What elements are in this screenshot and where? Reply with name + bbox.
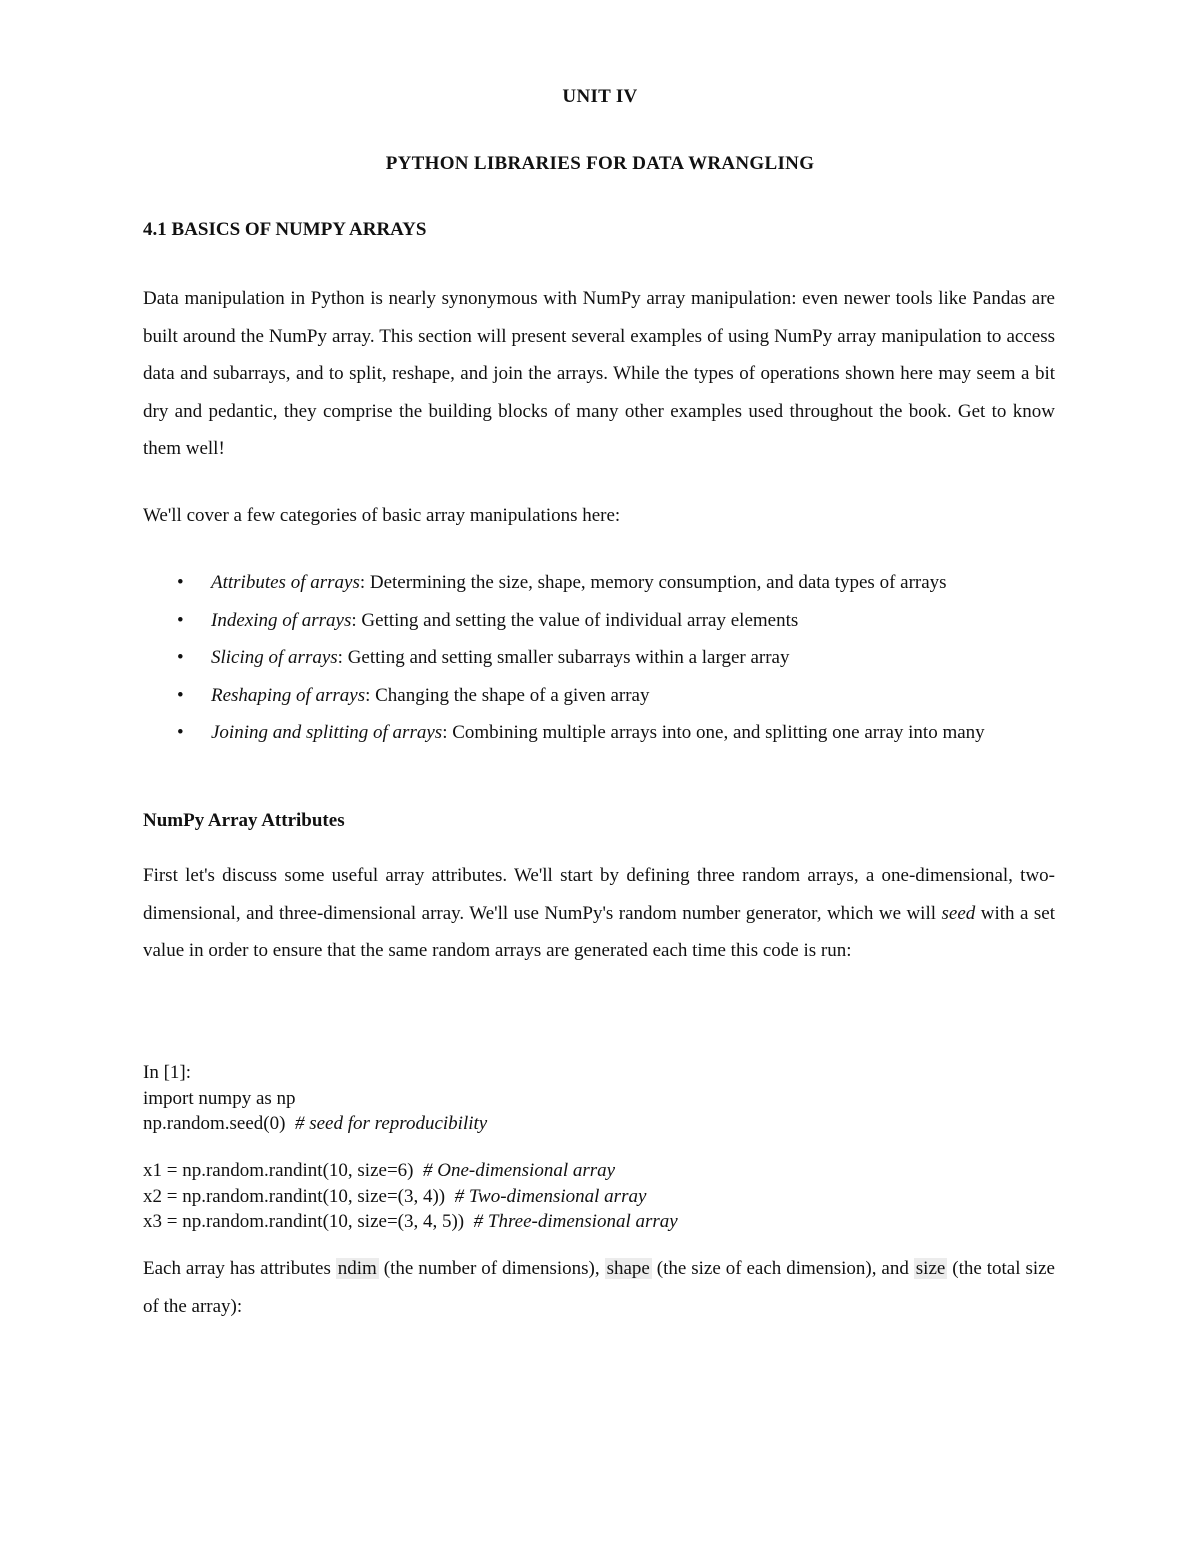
code-line bbox=[143, 1158, 1055, 1184]
bullet-icon: • bbox=[177, 572, 184, 593]
section-heading: 4.1 BASICS OF NUMPY ARRAYS bbox=[143, 219, 427, 240]
topic-term: Reshaping of arrays bbox=[211, 684, 366, 706]
code-line bbox=[143, 1184, 1055, 1210]
topic-term: Attributes of arrays bbox=[211, 572, 360, 593]
code-line bbox=[143, 1111, 1055, 1137]
bullet-icon: • bbox=[177, 722, 184, 743]
bullet-icon: • bbox=[177, 684, 184, 706]
code-text: x3 = np.random.randint(10, size=(3, 4, 5)) bbox=[143, 1211, 474, 1232]
list-item bbox=[143, 639, 1055, 677]
list-item bbox=[143, 677, 1055, 715]
topic-term: Joining and splitting of arrays bbox=[211, 722, 443, 743]
intro-paragraph: Data manipulation in Python is nearly synonymous with NumPy array manipulation: even newer tools like Pandas are built around the NumPy array. This section will present several examples of using NumPy array manipulation to access data and subarrays, and to split, reshape, and join the arrays. While the types of operations shown here may seem a bit dry and pedantic, they comprise the building blocks of many other examples used throughout the book. Get to know them well! bbox=[143, 288, 1055, 459]
topic-description: : Getting and setting smaller subarrays within a larger array bbox=[337, 647, 790, 668]
paragraph-text: (the size of each dimension), and bbox=[651, 1258, 914, 1279]
topic-term: Slicing of arrays bbox=[211, 647, 338, 668]
topic-description: : Determining the size, shape, memory consumption, and data types of arrays bbox=[359, 572, 947, 593]
document-title: PYTHON LIBRARIES FOR DATA WRANGLING bbox=[385, 153, 815, 174]
code-block bbox=[143, 1060, 1055, 1137]
unit-title: UNIT IV bbox=[562, 86, 638, 107]
paragraph-text: First let's discuss some useful array attributes. We'll start by defining three random arrays, a one-dimensional, two-dimensional, and three-dimensional array. We'll use NumPy's random number generator, which we will bbox=[143, 865, 1055, 924]
list-item bbox=[143, 714, 1055, 752]
code-line: import numpy as np bbox=[143, 1087, 296, 1109]
code-comment: # Two-dimensional array bbox=[454, 1185, 647, 1207]
code-block bbox=[143, 1158, 1055, 1235]
code-line bbox=[143, 1209, 1055, 1235]
size-attribute: size bbox=[915, 1258, 946, 1279]
attributes-heading: NumPy Array Attributes bbox=[143, 810, 345, 831]
categories-intro-line: We'll cover a few categories of basic array manipulations here: bbox=[143, 505, 621, 526]
code-comment: # seed for reproducibility bbox=[294, 1113, 488, 1134]
bullet-icon: • bbox=[177, 609, 184, 631]
code-text: x2 = np.random.randint(10, size=(3, 4)) bbox=[143, 1185, 455, 1207]
topic-description: : Changing the shape of a given array bbox=[365, 684, 650, 706]
paragraph-text: (the total size of the array): bbox=[143, 1258, 1055, 1317]
bullet-icon: • bbox=[177, 647, 184, 668]
code-text: x1 = np.random.randint(10, size=6) bbox=[143, 1160, 423, 1181]
attributes-paragraph bbox=[143, 857, 1055, 970]
topic-description: : Combining multiple arrays into one, and splitting one array into many bbox=[442, 722, 985, 743]
attributes-list-paragraph bbox=[143, 1250, 1055, 1325]
code-text: np.random.seed(0) bbox=[143, 1113, 295, 1134]
code-prompt: In [1]: bbox=[143, 1062, 192, 1083]
list-item bbox=[143, 564, 1055, 602]
ndim-attribute: ndim bbox=[337, 1258, 377, 1279]
emphasis-text: seed bbox=[941, 902, 976, 924]
topic-description: : Getting and setting the value of individual array elements bbox=[351, 609, 799, 631]
paragraph-text: with a set value in order to ensure that the same random arrays are generated each time this code is run: bbox=[143, 902, 1055, 961]
paragraph-text: (the number of dimensions), bbox=[378, 1258, 605, 1279]
topic-term: Indexing of arrays bbox=[211, 609, 352, 631]
code-comment: # One-dimensional array bbox=[422, 1160, 616, 1181]
topics-list bbox=[143, 564, 1055, 752]
shape-attribute: shape bbox=[606, 1258, 650, 1279]
list-item bbox=[143, 602, 1055, 640]
paragraph-text: Each array has attributes bbox=[143, 1258, 336, 1279]
code-comment: # Three-dimensional array bbox=[473, 1211, 678, 1232]
